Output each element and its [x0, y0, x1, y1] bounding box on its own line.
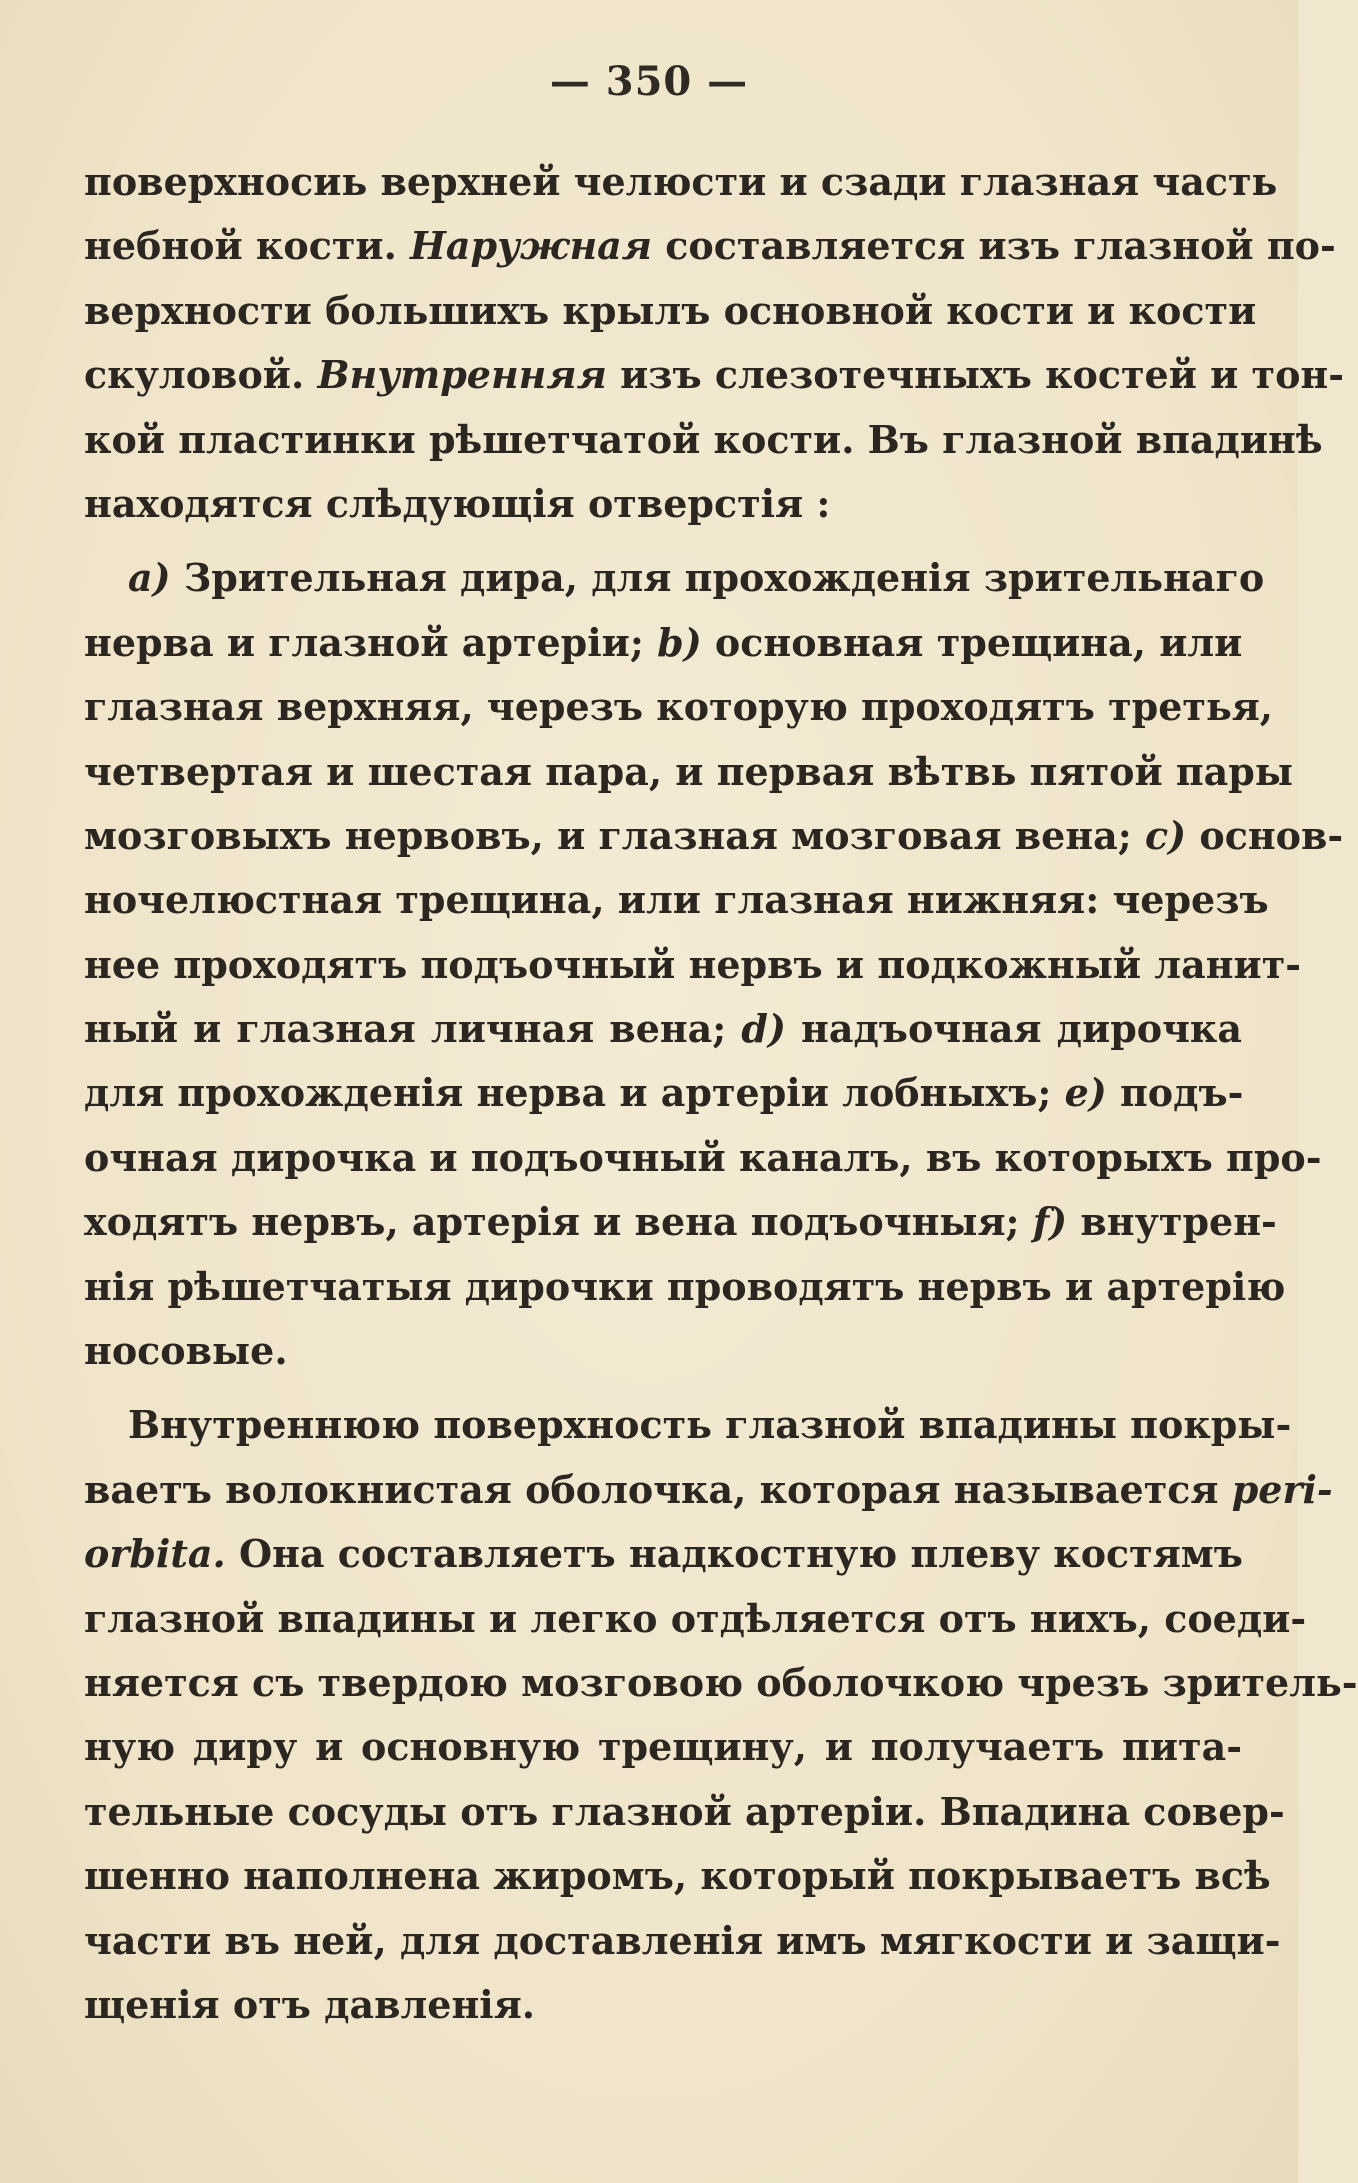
text-run: няется съ твердою мозговою оболочкою чрезъ зритель-	[84, 1659, 1358, 1705]
italic-run: orbita.	[84, 1531, 226, 1577]
text-run: ваетъ волокнистая оболочка, которая называется	[84, 1466, 1232, 1512]
text-line	[84, 1190, 1277, 1254]
italic-run: d)	[741, 1006, 786, 1052]
italic-run: peri-	[1231, 1466, 1333, 1512]
text-line	[84, 279, 1257, 343]
text-run: части въ ней, для доставленія имъ мягкости и защи-	[84, 1917, 1281, 1963]
text-line	[84, 611, 1242, 675]
text-run: щенія отъ давленія.	[84, 1981, 535, 2027]
text-line	[84, 546, 1265, 610]
text-run: составляется изъ глазной по-	[652, 223, 1336, 269]
text-line	[84, 804, 1344, 868]
text-line	[84, 675, 1274, 739]
text-run: внутрен-	[1067, 1199, 1277, 1245]
italic-run: c)	[1145, 812, 1187, 858]
text-run: поверхносиь верхней челюсти и сзади глазная часть	[84, 159, 1278, 204]
text-run: тельные сосуды отъ глазной артеріи. Впадина совер-	[84, 1788, 1285, 1834]
text-run: подъ-	[1106, 1070, 1244, 1116]
text-run: основ-	[1186, 812, 1344, 858]
text-run: надъочная дирочка	[785, 1006, 1242, 1052]
italic-run: a)	[128, 555, 171, 601]
text-line	[84, 214, 1336, 278]
text-run: мозговыхъ нервовъ, и глазная мозговая вена;	[84, 812, 1146, 858]
text-line	[84, 1973, 1242, 2037]
text-run: носовые.	[84, 1328, 288, 1374]
text-run: Она составляетъ надкостную плеву костямъ	[225, 1531, 1243, 1577]
italic-run: b)	[657, 619, 702, 665]
text-run: основная трещина, или	[701, 619, 1243, 665]
text-run: нія рѣшетчатыя дирочки проводятъ нервъ и артерію	[84, 1263, 1286, 1309]
text-line	[84, 1458, 1333, 1522]
text-line	[84, 343, 1345, 407]
text-run: изъ слезотечныхъ костей и тон-	[606, 352, 1345, 398]
text-run: нерва и глазной артеріи;	[84, 619, 658, 665]
text-run: кой пластинки рѣшетчатой кости. Въ глазной впадинѣ	[84, 416, 1323, 462]
text-run: скуловой.	[84, 352, 318, 398]
body-text	[84, 150, 1358, 2037]
text-line	[84, 1651, 1358, 1715]
italic-run: Внутренняя	[317, 352, 607, 398]
page-number: — 350 —	[549, 58, 749, 105]
text-run: нее проходятъ подъочный нервъ и подкожный ланит-	[84, 941, 1302, 987]
text-run: глазная верхняя, черезъ которую проходятъ третья,	[84, 684, 1274, 730]
text-line	[84, 1126, 1322, 1190]
text-run: ночелюстная трещина, или глазная нижняя: черезъ	[84, 877, 1269, 923]
text-run: ный и глазная личная вена;	[84, 1006, 742, 1052]
text-line	[84, 150, 1278, 214]
text-run: ную диру и основную трещину, и получаетъ пита-	[84, 1724, 1242, 1770]
italic-run: f)	[1032, 1199, 1068, 1245]
text-run: очная дирочка и подъочный каналъ, въ которыхъ про-	[84, 1134, 1322, 1180]
italic-run: e)	[1064, 1070, 1107, 1116]
italic-run: Наружная	[410, 223, 653, 269]
text-line	[84, 1844, 1271, 1908]
text-line	[84, 472, 1242, 536]
text-line	[84, 1780, 1285, 1844]
text-run: ходятъ нервъ, артерія и вена подъочныя;	[84, 1199, 1033, 1245]
text-run: небной кости.	[84, 223, 411, 269]
paragraph	[84, 150, 1345, 536]
text-run: Зрительная дира, для прохожденія зрительнаго	[170, 555, 1265, 601]
text-line	[84, 933, 1302, 997]
text-line	[84, 1255, 1286, 1319]
text-run: для прохожденія нерва и артеріи лобныхъ;	[84, 1070, 1065, 1116]
text-run: глазной впадины и легко отдѣляется отъ нихъ, соеди-	[84, 1595, 1307, 1641]
paragraph	[84, 1383, 1358, 2037]
text-line	[84, 1393, 1292, 1457]
text-line	[84, 740, 1293, 804]
text-line	[84, 1061, 1242, 1125]
text-line	[84, 1909, 1281, 1973]
text-line	[84, 1522, 1242, 1586]
text-run: верхности большихъ крылъ основной кости и кости	[84, 287, 1257, 333]
text-line	[84, 408, 1323, 472]
text-run: находятся слѣдующія отверстія :	[84, 480, 831, 526]
text-line	[84, 1715, 1242, 1779]
text-run: четвертая и шестая пара, и первая вѣтвь пятой пары	[84, 748, 1293, 794]
text-line	[84, 868, 1269, 932]
paragraph	[84, 536, 1344, 1383]
text-run: шенно наполнена жиромъ, который покрываетъ всѣ	[84, 1853, 1271, 1899]
text-line	[84, 1587, 1307, 1651]
text-line	[84, 997, 1242, 1061]
text-run: Внутреннюю поверхность глазной впадины покры-	[128, 1402, 1292, 1448]
text-line	[84, 1319, 1242, 1383]
